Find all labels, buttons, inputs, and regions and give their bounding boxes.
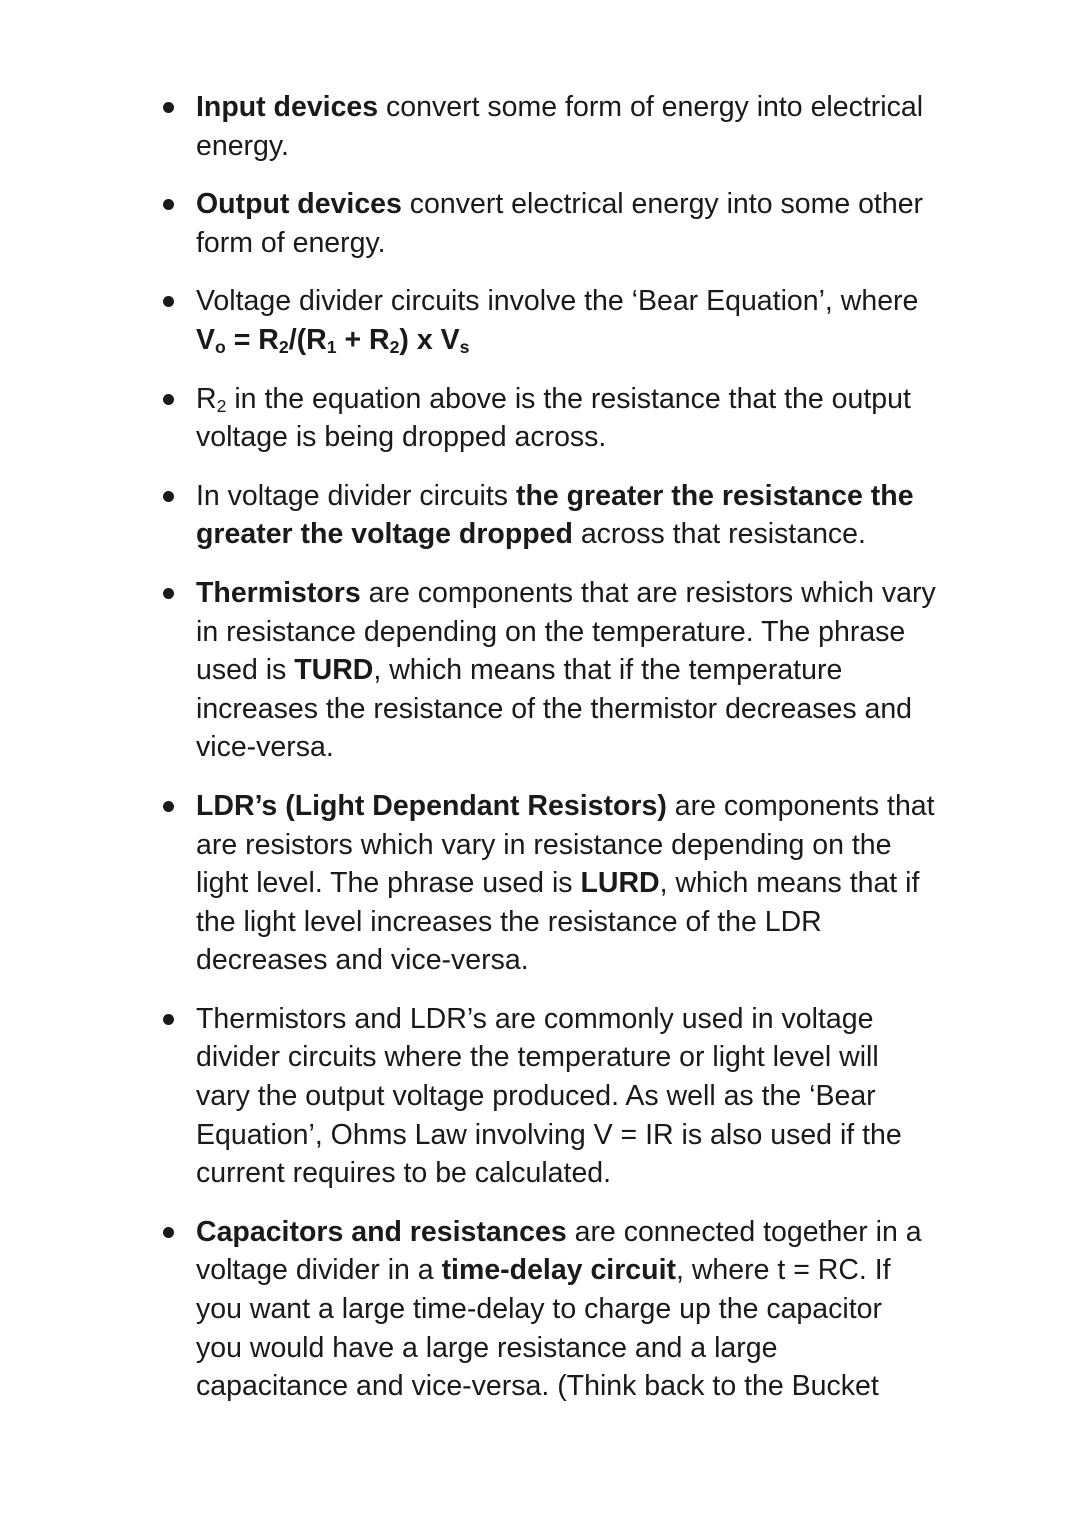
bold-term: TURD xyxy=(294,654,374,687)
bullet-dot-icon xyxy=(163,1014,174,1025)
list-item-input-devices xyxy=(0,88,1080,165)
eq-part: /(R xyxy=(288,323,327,356)
list-item-greater-resistance xyxy=(0,477,1080,554)
bold-term: LURD xyxy=(580,867,660,900)
eq-subscript: o xyxy=(215,336,226,357)
paragraph xyxy=(196,282,960,359)
bold-term: Input devices xyxy=(196,91,379,123)
list-item-output-devices xyxy=(0,185,1080,262)
eq-part: = R xyxy=(225,323,279,356)
text: In voltage divider circuits xyxy=(196,479,516,512)
bear-equation xyxy=(196,321,960,360)
paragraph xyxy=(196,1213,960,1406)
eq-part: + R xyxy=(336,323,390,356)
text: Voltage divider circuits involve the ‘Bear Equation’, where xyxy=(196,285,919,318)
eq-subscript: 1 xyxy=(326,336,337,357)
text: convert some form of energy into electrical xyxy=(378,91,924,123)
paragraph xyxy=(196,787,960,980)
text: are components that xyxy=(666,789,935,822)
text: Thermistors and LDR’s are commonly used in voltage xyxy=(196,1002,874,1035)
bullet-dot-icon xyxy=(163,394,174,405)
paragraph xyxy=(196,477,960,554)
text: light level. The phrase used is xyxy=(196,867,581,900)
text: , which means that if the temperature xyxy=(373,654,843,687)
line xyxy=(196,651,960,690)
text: form of energy. xyxy=(196,226,386,259)
bullet-dot-icon xyxy=(163,102,174,113)
paragraph xyxy=(196,1000,960,1193)
text: across that resistance. xyxy=(572,518,866,551)
list-item-voltage-divider xyxy=(0,282,1080,359)
bullet-list xyxy=(0,88,1080,1426)
bullet-dot-icon xyxy=(163,801,174,812)
list-item-thermistors xyxy=(0,574,1080,767)
text: are connected together in a xyxy=(566,1215,922,1248)
text: vice-versa. xyxy=(196,731,334,764)
bold-term: the greater the resistance the xyxy=(515,479,914,512)
text: the light level increases the resistance of the LDR xyxy=(196,905,822,938)
eq-part: ) x V xyxy=(399,323,460,356)
text: divider circuits where the temperature or light level will xyxy=(196,1041,879,1074)
text: , which means that if xyxy=(659,867,920,900)
text: you want a large time-delay to charge up the capacitor xyxy=(196,1293,882,1326)
bullet-dot-icon xyxy=(163,1227,174,1238)
text: convert electrical energy into some other xyxy=(401,188,924,221)
paragraph xyxy=(196,88,960,165)
bullet-dot-icon xyxy=(163,296,174,307)
eq-subscript: 2 xyxy=(278,336,289,357)
text: voltage divider in a xyxy=(196,1254,442,1287)
list-item-common-use xyxy=(0,1000,1080,1193)
paragraph xyxy=(196,380,960,457)
list-item-capacitors xyxy=(0,1213,1080,1406)
list-item-r2 xyxy=(0,380,1080,457)
bold-term: greater the voltage dropped xyxy=(196,518,573,551)
eq-subscript: s xyxy=(459,336,470,357)
text: in the equation above is the resistance that the output xyxy=(226,382,911,415)
text: you would have a large resistance and a large xyxy=(196,1331,778,1364)
text: current requires to be calculated. xyxy=(196,1157,612,1190)
text: are components that are resistors which vary xyxy=(360,576,936,609)
text: used is xyxy=(196,654,295,687)
paragraph xyxy=(196,185,960,262)
text: energy. xyxy=(196,129,289,162)
bullet-dot-icon xyxy=(163,199,174,210)
list-item-ldr xyxy=(0,787,1080,980)
text: are resistors which vary in resistance depending on the xyxy=(196,828,892,861)
text: R xyxy=(196,382,217,415)
text: increases the resistance of the thermistor decreases and xyxy=(196,692,913,725)
text: decreases and vice-versa. xyxy=(196,944,529,977)
text: capacitance and vice-versa. (Think back to the Bucket xyxy=(196,1370,879,1403)
bold-term: Capacitors and resistances xyxy=(196,1215,567,1248)
paragraph xyxy=(196,574,960,767)
text: voltage is being dropped across. xyxy=(196,421,607,454)
bold-term: Output devices xyxy=(196,188,402,221)
line xyxy=(196,864,960,903)
bullet-dot-icon xyxy=(163,491,174,502)
text: vary the output voltage produced. As well as the ‘Bear xyxy=(196,1080,876,1113)
eq-subscript: 2 xyxy=(389,336,400,357)
text: in resistance depending on the temperature. The phrase xyxy=(196,615,906,648)
bold-term: LDR’s (Light Dependant Resistors) xyxy=(196,789,667,822)
line xyxy=(196,1251,960,1290)
subscript: 2 xyxy=(216,395,227,416)
bold-term: Thermistors xyxy=(196,576,361,609)
bold-term: time-delay circuit xyxy=(441,1254,676,1287)
text: , where t = RC. If xyxy=(675,1254,891,1287)
line xyxy=(196,515,960,554)
eq-part: V xyxy=(196,323,216,356)
bullet-dot-icon xyxy=(163,588,174,599)
text: Equation’, Ohms Law involving V = IR is also used if the xyxy=(196,1118,902,1151)
